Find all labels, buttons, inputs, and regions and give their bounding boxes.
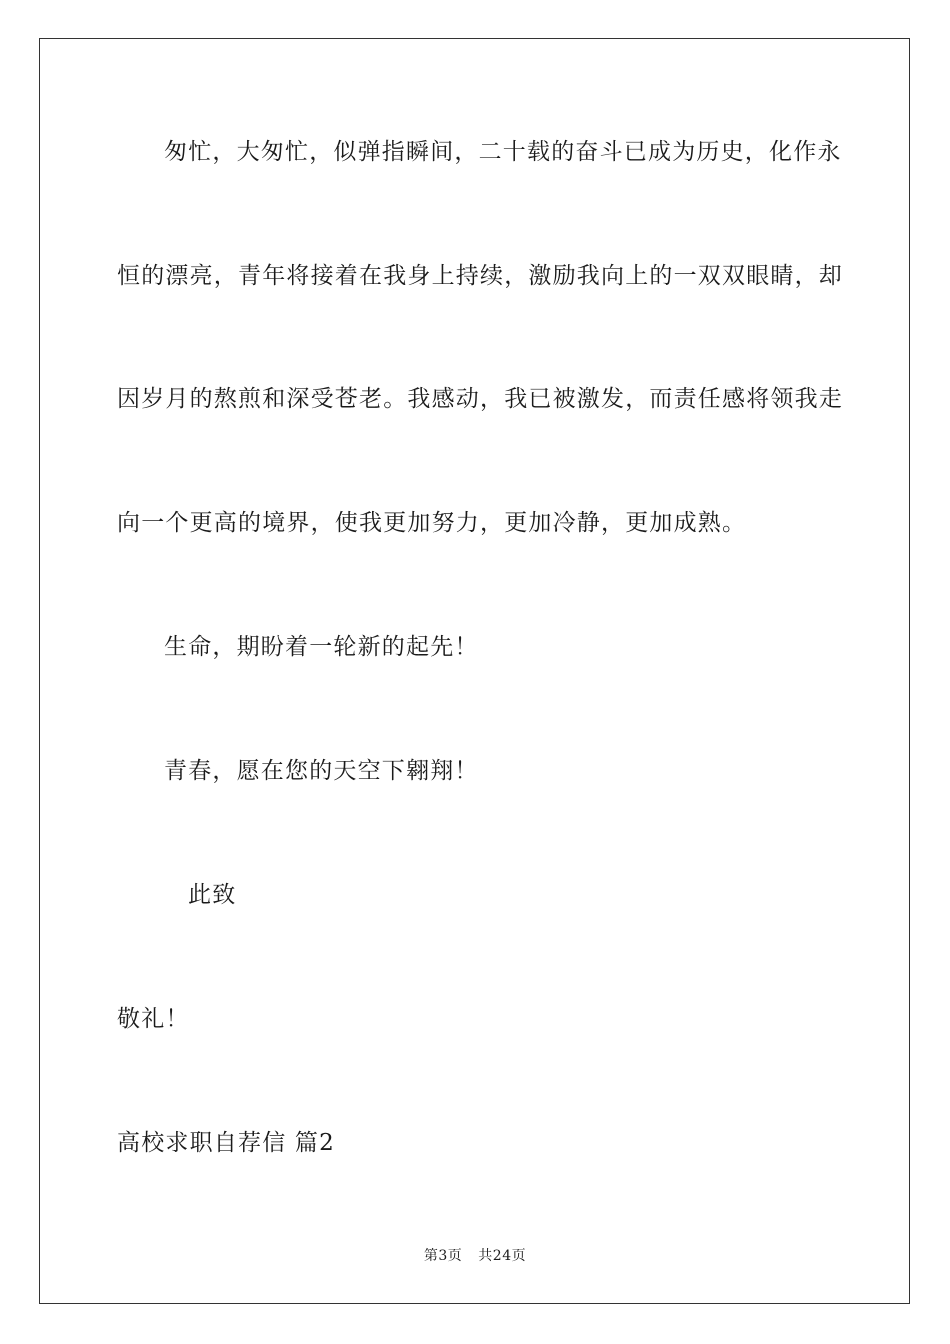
paragraph-3: 青春，愿在您的天空下翱翔！: [164, 758, 479, 784]
salute-text: 敬礼！: [117, 1006, 190, 1032]
paragraph-1-line-1: 匆忙，大匆忙，似弹指瞬间，二十载的奋斗已成为历史，化作永: [164, 139, 842, 165]
paragraph-1-line-3: 因岁月的熬煎和深受苍老。我感动，我已被激发，而责任感将领我走: [117, 386, 843, 412]
paragraph-2: 生命，期盼着一轮新的起先！: [164, 634, 479, 660]
total-pages: 共24页: [478, 1248, 527, 1264]
page-number: 第3页: [423, 1248, 463, 1264]
closing-text: 此致: [188, 882, 237, 908]
page-footer: [0, 1246, 950, 1266]
next-section-title: 高校求职自荐信 篇2: [117, 1130, 335, 1156]
paragraph-1-line-2: 恒的漂亮，青年将接着在我身上持续，激励我向上的一双双眼睛，却: [117, 263, 843, 289]
paragraph-1-line-4: 向一个更高的境界，使我更加努力，更加冷静，更加成熟。: [117, 510, 747, 536]
page-frame: [39, 38, 910, 1304]
